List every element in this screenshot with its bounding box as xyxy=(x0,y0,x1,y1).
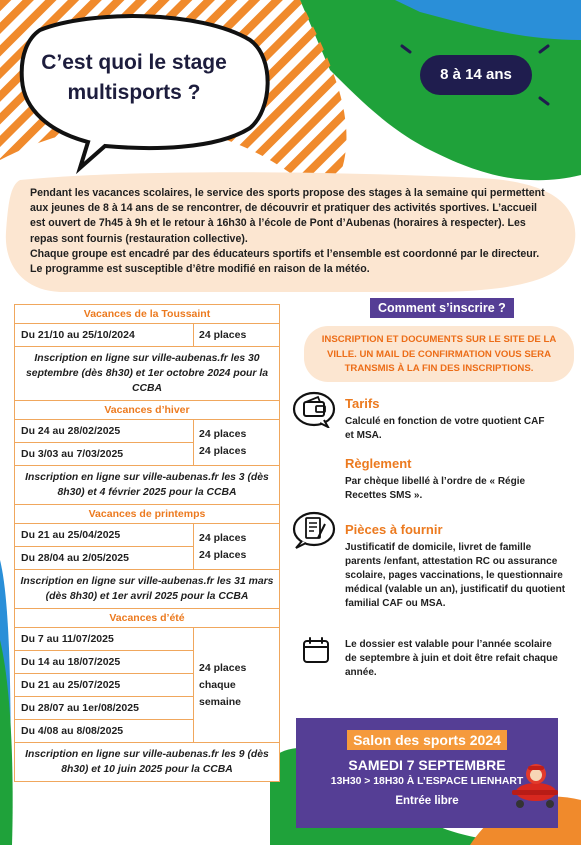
date-ete-4: Du 28/07 au 1er/08/2025 xyxy=(15,697,194,720)
date-ete-5: Du 4/08 au 8/08/2025 xyxy=(15,720,194,743)
pieces-title: Pièces à fournir xyxy=(345,522,443,537)
places-ete xyxy=(194,628,280,743)
date-hiver-2: Du 3/03 au 7/03/2025 xyxy=(15,443,194,466)
intro-paragraph-2: Chaque groupe est encadré par des éducateurs sportifs et l’ensemble est coordonné par le directeur. Le programme est susceptible d’être modifié en raison de la météo. xyxy=(30,247,540,276)
pieces-text: Justificatif de domicile, livret de famille parents /enfant, attestation RC ou assurance scolaire, pages vaccinations, le questionnaire médical (valable un an), justificatif du quotient familial CAF ou MSA. xyxy=(345,542,566,609)
howto-text: INSCRIPTION ET DOCUMENTS SUR LE SITE DE LA VILLE. UN MAIL DE CONFIRMATION VOUS SERA TRANSMIS À LA FIN DES INSCRIPTIONS. xyxy=(304,326,574,382)
salon-entry: Entrée libre xyxy=(395,795,459,807)
title-line-1: C’est quoi le stage xyxy=(41,51,227,74)
reglement-title: Règlement xyxy=(345,456,412,471)
date-printemps-2: Du 28/04 au 2/05/2025 xyxy=(15,547,194,570)
date-ete-1: Du 7 au 11/07/2025 xyxy=(15,628,194,651)
tarifs-title: Tarifs xyxy=(345,396,380,411)
places-ete-line-1: 24 places xyxy=(199,661,247,674)
calendar-icon xyxy=(302,636,330,664)
places-hiver-1: 24 places xyxy=(199,427,247,440)
season-ete: Vacances d’été xyxy=(15,609,280,628)
season-hiver: Vacances d’hiver xyxy=(15,401,280,420)
places-printemps-2: 24 places xyxy=(199,548,247,561)
wallet-icon xyxy=(292,390,338,428)
reglement-block xyxy=(345,456,555,503)
date-printemps-1: Du 21 au 25/04/2025 xyxy=(15,524,194,547)
tarifs-block xyxy=(345,396,555,443)
reglement-text: Par chèque libellé à l’ordre de « Régie Recettes SMS ». xyxy=(345,476,526,501)
airplane-mascot-icon xyxy=(506,756,564,812)
inscription-ete: Inscription en ligne sur ville-aubenas.fr les 9 (dès 8h30) et 10 juin 2025 pour la CCBA xyxy=(15,743,280,782)
salon-time: 13H30 > 18H30 À L’ESPACE LIENHART xyxy=(330,776,524,787)
document-pen-icon xyxy=(292,510,338,550)
age-badge: 8 à 14 ans xyxy=(420,55,532,95)
inscription-toussaint: Inscription en ligne sur ville-aubenas.fr les 30 septembre (dès 8h30) et 1er octobre 2024 pour la CCBA xyxy=(15,347,280,401)
places-ete-line-2: chaque xyxy=(199,678,236,691)
inscription-hiver: Inscription en ligne sur ville-aubenas.fr les 3 (dès 8h30) et 4 février 2025 pour la CCBA xyxy=(15,466,280,505)
date-hiver-1: Du 24 au 28/02/2025 xyxy=(15,420,194,443)
dossier-text: Le dossier est valable pour l’année scolaire de septembre à juin et doit être refait chaque année. xyxy=(345,639,558,678)
salon-title: Salon des sports 2024 xyxy=(347,730,507,750)
date-toussaint-1: Du 21/10 au 25/10/2024 xyxy=(15,324,194,347)
schedule-table xyxy=(14,304,280,782)
title-line-2: multisports ? xyxy=(67,81,201,104)
season-printemps: Vacances de printemps xyxy=(15,505,280,524)
salon-date: SAMEDI 7 SEPTEMBRE xyxy=(348,757,506,773)
places-printemps xyxy=(194,524,280,570)
pieces-block xyxy=(345,522,570,611)
tarifs-text: Calculé en fonction de votre quotient CAF et MSA. xyxy=(345,416,545,441)
inscription-printemps: Inscription en ligne sur ville-aubenas.fr les 31 mars (dès 8h30) et 1er avril 2025 pour la CCBA xyxy=(15,570,280,609)
howto-title: Comment s’inscrire ? xyxy=(370,298,514,318)
date-ete-2: Du 14 au 18/07/2025 xyxy=(15,651,194,674)
places-toussaint: 24 places xyxy=(194,324,280,347)
places-hiver-2: 24 places xyxy=(199,444,247,457)
places-printemps-1: 24 places xyxy=(199,531,247,544)
date-ete-3: Du 21 au 25/07/2025 xyxy=(15,674,194,697)
intro-paragraph-1: Pendant les vacances scolaires, le service des sports propose des stages à la semaine qui permettent aux jeunes de 8 à 14 ans de se rencontrer, de découvrir et pratiquer des activités sportives. L’accueil est ouvert de 7h45 à 9h et le retour à 16h30 à l’école de Pont d’Aubenas (horaires à respecter). Les repas sont fournis (restauration collective). xyxy=(30,187,545,245)
places-ete-line-3: semaine xyxy=(199,695,242,708)
page-title xyxy=(22,48,246,108)
intro-text xyxy=(30,186,550,277)
season-toussaint: Vacances de la Toussaint xyxy=(15,305,280,324)
dossier-block xyxy=(345,638,565,680)
places-hiver xyxy=(194,420,280,466)
